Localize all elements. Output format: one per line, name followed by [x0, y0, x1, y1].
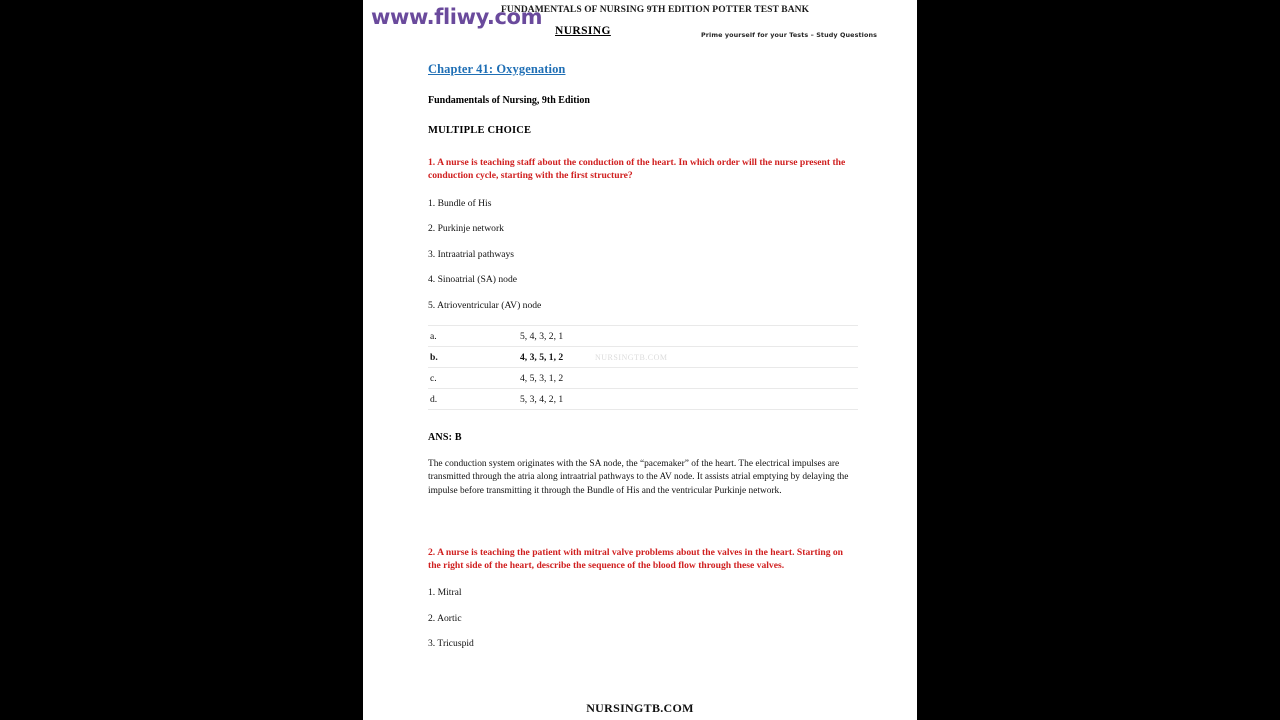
ordered-option-item: 2. Aortic [428, 612, 462, 624]
choice-value: 4, 3, 5, 1, 2 [520, 352, 564, 364]
document-body [428, 62, 858, 664]
table-row[interactable] [428, 347, 858, 368]
ordered-option-item: 1. Bundle of His [428, 197, 492, 209]
footer-text: NURSINGTB.COM [586, 701, 694, 715]
header-subtitle: NURSING [555, 25, 611, 37]
header-tagline: Prime yourself for your Tests – Study Questions [701, 31, 877, 39]
fliwy-watermark: www.fliwy.com [371, 5, 543, 29]
document-footer [363, 699, 917, 717]
table-row[interactable] [428, 326, 858, 347]
choice-letter: a. [430, 331, 437, 343]
book-edition-line: Fundamentals of Nursing, 9th Edition [428, 95, 590, 106]
answer-choices-table [428, 325, 858, 410]
choice-value: 4, 5, 3, 1, 2 [520, 373, 564, 385]
table-row[interactable] [428, 368, 858, 389]
ordered-option-item: 3. Tricuspid [428, 638, 474, 650]
answer-key: ANS: B [428, 432, 462, 444]
answer-rationale: The conduction system originates with the SA node, the “pacemaker” of the heart. The electrical impulses are transmitted through the atria along intraatrial pathways to the AV node. It assists atrial emptying by delaying the impulse before transmitting it through the Bundle of His and the ventricular Purkinje network. [428, 459, 849, 496]
choice-value: 5, 3, 4, 2, 1 [520, 394, 564, 406]
question-stem: 1. A nurse is teaching staff about the conduction of the heart. In which order will the nurse present the conduction cycle, starting with the first structure? [428, 157, 846, 182]
ordered-option-item: 1. Mitral [428, 587, 462, 599]
document-page [363, 0, 917, 720]
ordered-option-item: 5. Atrioventricular (AV) node [428, 299, 542, 311]
chapter-heading[interactable]: Chapter 41: Oxygenation [428, 62, 566, 76]
choice-value: 5, 4, 3, 2, 1 [520, 331, 564, 343]
question-stem: 2. A nurse is teaching the patient with mitral valve problems about the valves in the heart. Starting on the right side of the heart, describe the sequence of the blood flow through these valves. [428, 546, 844, 571]
ordered-option-item: 4. Sinoatrial (SA) node [428, 274, 517, 286]
choice-letter: d. [430, 394, 438, 406]
nursingtb-watermark: NURSINGTB.COM [595, 353, 668, 362]
header-title: FUNDAMENTALS OF NURSING 9TH EDITION POTTER TEST BANK [501, 5, 810, 15]
document-header [363, 0, 917, 52]
choice-letter: b. [430, 352, 438, 364]
choice-letter: c. [430, 373, 437, 385]
section-label-multiple-choice: MULTIPLE CHOICE [428, 125, 532, 136]
ordered-option-item: 3. Intraatrial pathways [428, 248, 515, 260]
ordered-option-item: 2. Purkinje network [428, 223, 504, 235]
table-row[interactable] [428, 389, 858, 410]
